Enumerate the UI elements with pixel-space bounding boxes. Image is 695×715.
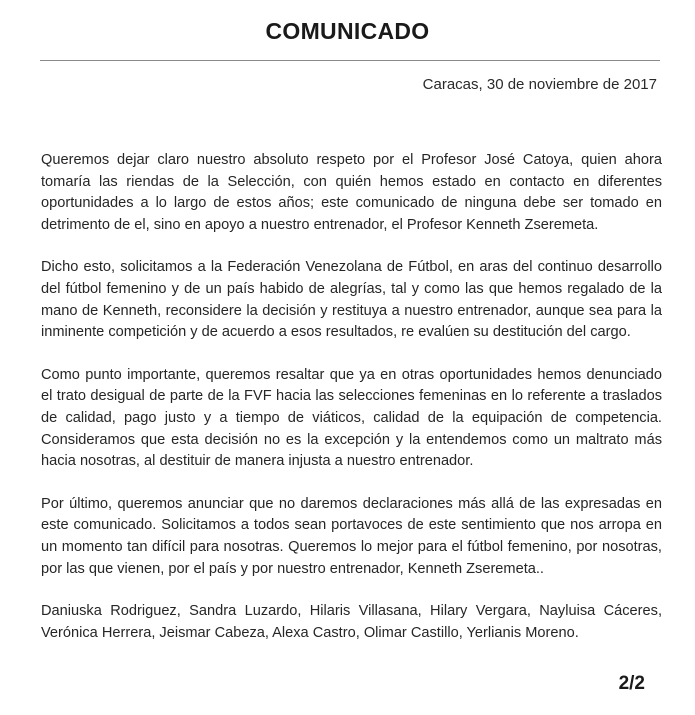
paragraph-3: Como punto importante, queremos resaltar que ya en otras oportunidades hemos denunciado el trato desigual de parte de la FVF hacia las selecciones femeninas en lo referente a traslados de calidad, pago justo y a tiempo de viáticos, calidad de la equipación de competencia. Consideramos que esta decisión no es la excepción y la entendemos como un maltrato más hacia nosotras, al destituir de manera injusta a nuestro entrenador. [41,366,662,470]
document-body [41,150,662,665]
title-divider [40,60,660,61]
paragraph-4: Por último, queremos anunciar que no daremos declaraciones más allá de las expresadas en este comunicado. Solicitamos a todos sean portavoces de este sentimiento que nos arropa en un momento tan difícil para nosotras. Queremos lo mejor para el fútbol femenino, por nosotras, por las que vienen, por el país y por nuestro entrenador, Kenneth Zseremeta.. [41,495,662,577]
signatories: Daniuska Rodriguez, Sandra Luzardo, Hilaris Villasana, Hilary Vergara, Nayluisa Cáceres, Verónica Herrera, Jeismar Cabeza, Alexa Castro, Olimar Castillo, Yerlianis Moreno. [41,603,662,641]
date-line: Caracas, 30 de noviembre de 2017 [422,76,657,93]
document-title: COMUNICADO [265,18,430,44]
page-number: 2/2 [618,673,645,694]
paragraph-2: Dicho esto, solicitamos a la Federación Venezolana de Fútbol, en aras del continuo desarrollo del fútbol femenino y de un país habido de alegrías, tal y como las que hemos regalado de la mano de Kenneth, reconsidere la decisión y restituya a nuestro entrenador, aunque sea para la inminente competición y de acuerdo a esos resultados, re evalúen su destitución del cargo. [41,259,662,341]
paragraph-1: Queremos dejar claro nuestro absoluto respeto por el Profesor José Catoya, quien ahora tomaría las riendas de la Selección, con quién hemos estado en contacto en diferentes oportunidades a lo largo de estos años; este comunicado de ninguna debe ser tomado en detrimento de el, sino en apoyo a nuestro entrenador, el Profesor Kenneth Zseremeta. [41,152,662,233]
